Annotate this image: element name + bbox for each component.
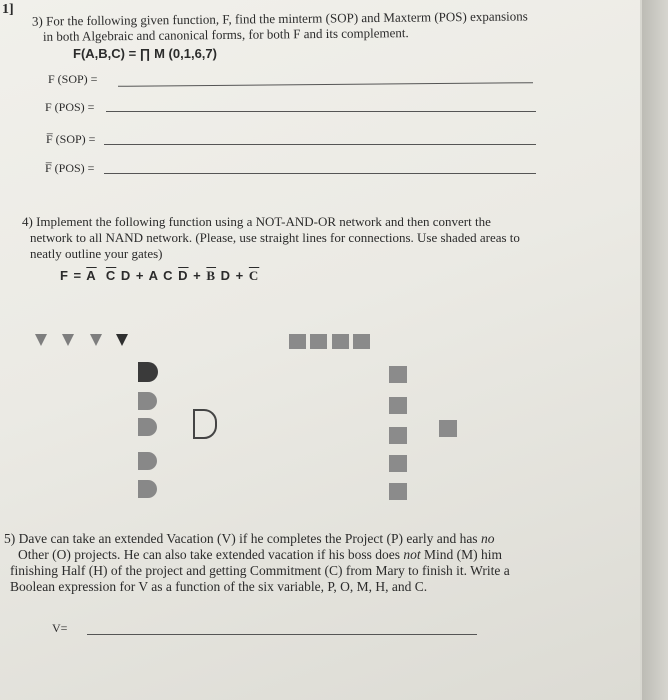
- q4-fn-c-bar-2: $\overline{C}$: [248, 268, 260, 283]
- not-gate-shape[interactable]: [35, 334, 47, 346]
- q4-fn-a-bar: $\overline{A}$: [86, 268, 97, 283]
- q4-text-1: Implement the following function using a NOT-AND-OR network and then convert the: [36, 214, 491, 229]
- q3-fbar-sop-label: F̅ (SOP) =: [46, 132, 96, 146]
- q5-body: [4, 531, 604, 595]
- and-gate-shape[interactable]: [138, 392, 157, 410]
- and-gate-shape[interactable]: [138, 480, 157, 498]
- q4-function: [60, 268, 259, 284]
- q5-text-2: Other (O) projects. He can also take extended vacation if his boss does: [18, 547, 404, 562]
- nand-square-shape[interactable]: [310, 334, 327, 349]
- q4-fn-mid: D + A C: [116, 268, 179, 283]
- nand-square-shape[interactable]: [389, 366, 407, 383]
- not-gate-shape[interactable]: [90, 334, 102, 346]
- q3-number: 3): [31, 13, 43, 29]
- q3-text-1: For the following given function, F, find the minterm (SOP) and Maxterm (POS) expansions: [46, 8, 528, 29]
- q5-text-1: Dave can take an extended Vacation (V) if he completes the Project (P) early and has: [18, 531, 481, 546]
- q5-answer-blank[interactable]: [87, 634, 477, 635]
- q4-fn-plus: +: [188, 268, 207, 283]
- q3-fbar-sop-blank[interactable]: [104, 144, 536, 145]
- q4-text-3: neatly outline your gates): [30, 246, 163, 261]
- q5-line2: [4, 547, 604, 563]
- q4-fn-d-bar: $\overline{D}$: [178, 268, 189, 283]
- q3-function: F(A,B,C) = ∏ M (0,1,6,7): [73, 46, 217, 61]
- q3-fbar-pos-blank[interactable]: [104, 173, 536, 174]
- not-gate-shape[interactable]: [116, 334, 128, 346]
- q3-text-2: in both Algebraic and canonical forms, for both F and its complement.: [42, 25, 409, 44]
- q5-number: 5): [4, 531, 16, 546]
- q5-emph-not: not: [403, 547, 421, 562]
- nand-square-shape[interactable]: [289, 334, 306, 349]
- q4-fn-b-bar: $\overline{B}$: [206, 268, 217, 283]
- q3-fbar-pos-label: F̅ (POS) =: [45, 161, 95, 175]
- nand-square-shape[interactable]: [439, 420, 457, 437]
- and-gate-shape[interactable]: [138, 452, 157, 470]
- q3-sop-label: F (SOP) =: [48, 72, 98, 86]
- nand-square-shape[interactable]: [389, 455, 407, 472]
- q4-fn-prefix: F =: [60, 268, 87, 283]
- nand-square-shape[interactable]: [389, 397, 407, 414]
- page-edge: [642, 0, 668, 700]
- q3-pos-blank[interactable]: [106, 111, 536, 112]
- q4-number: 4): [22, 214, 33, 229]
- q4-line1: [22, 214, 491, 229]
- q4-fn-c-bar: $\overline{C}$: [105, 268, 117, 283]
- q5-line3: finishing Half (H) of the project and getting Commitment (C) from Mary to finish it. Write a: [10, 563, 510, 578]
- and-gate-shape[interactable]: [138, 418, 157, 436]
- or-gate-shape[interactable]: [193, 409, 217, 439]
- margin-mark: 1]: [2, 2, 14, 17]
- q5-answer-label: V=: [52, 621, 68, 635]
- q3-pos-label: F (POS) =: [45, 100, 95, 114]
- nand-square-shape[interactable]: [389, 427, 407, 444]
- q4-fn-d-term: D +: [216, 268, 249, 283]
- nand-square-shape[interactable]: [389, 483, 407, 500]
- not-gate-shape[interactable]: [62, 334, 74, 346]
- nand-square-shape[interactable]: [332, 334, 349, 349]
- nand-square-shape[interactable]: [353, 334, 370, 349]
- q4-text-2: network to all NAND network. (Please, use straight lines for connections. Use shaded areas to: [30, 230, 520, 245]
- q5-line4: Boolean expression for V as a function of the six variable, P, O, M, H, and C.: [10, 579, 428, 594]
- and-gate-shape[interactable]: [138, 362, 158, 382]
- q5-emph-no: no: [480, 531, 495, 546]
- q5-text-2b: Mind (M) him: [420, 547, 503, 562]
- q5-line1: [4, 531, 604, 547]
